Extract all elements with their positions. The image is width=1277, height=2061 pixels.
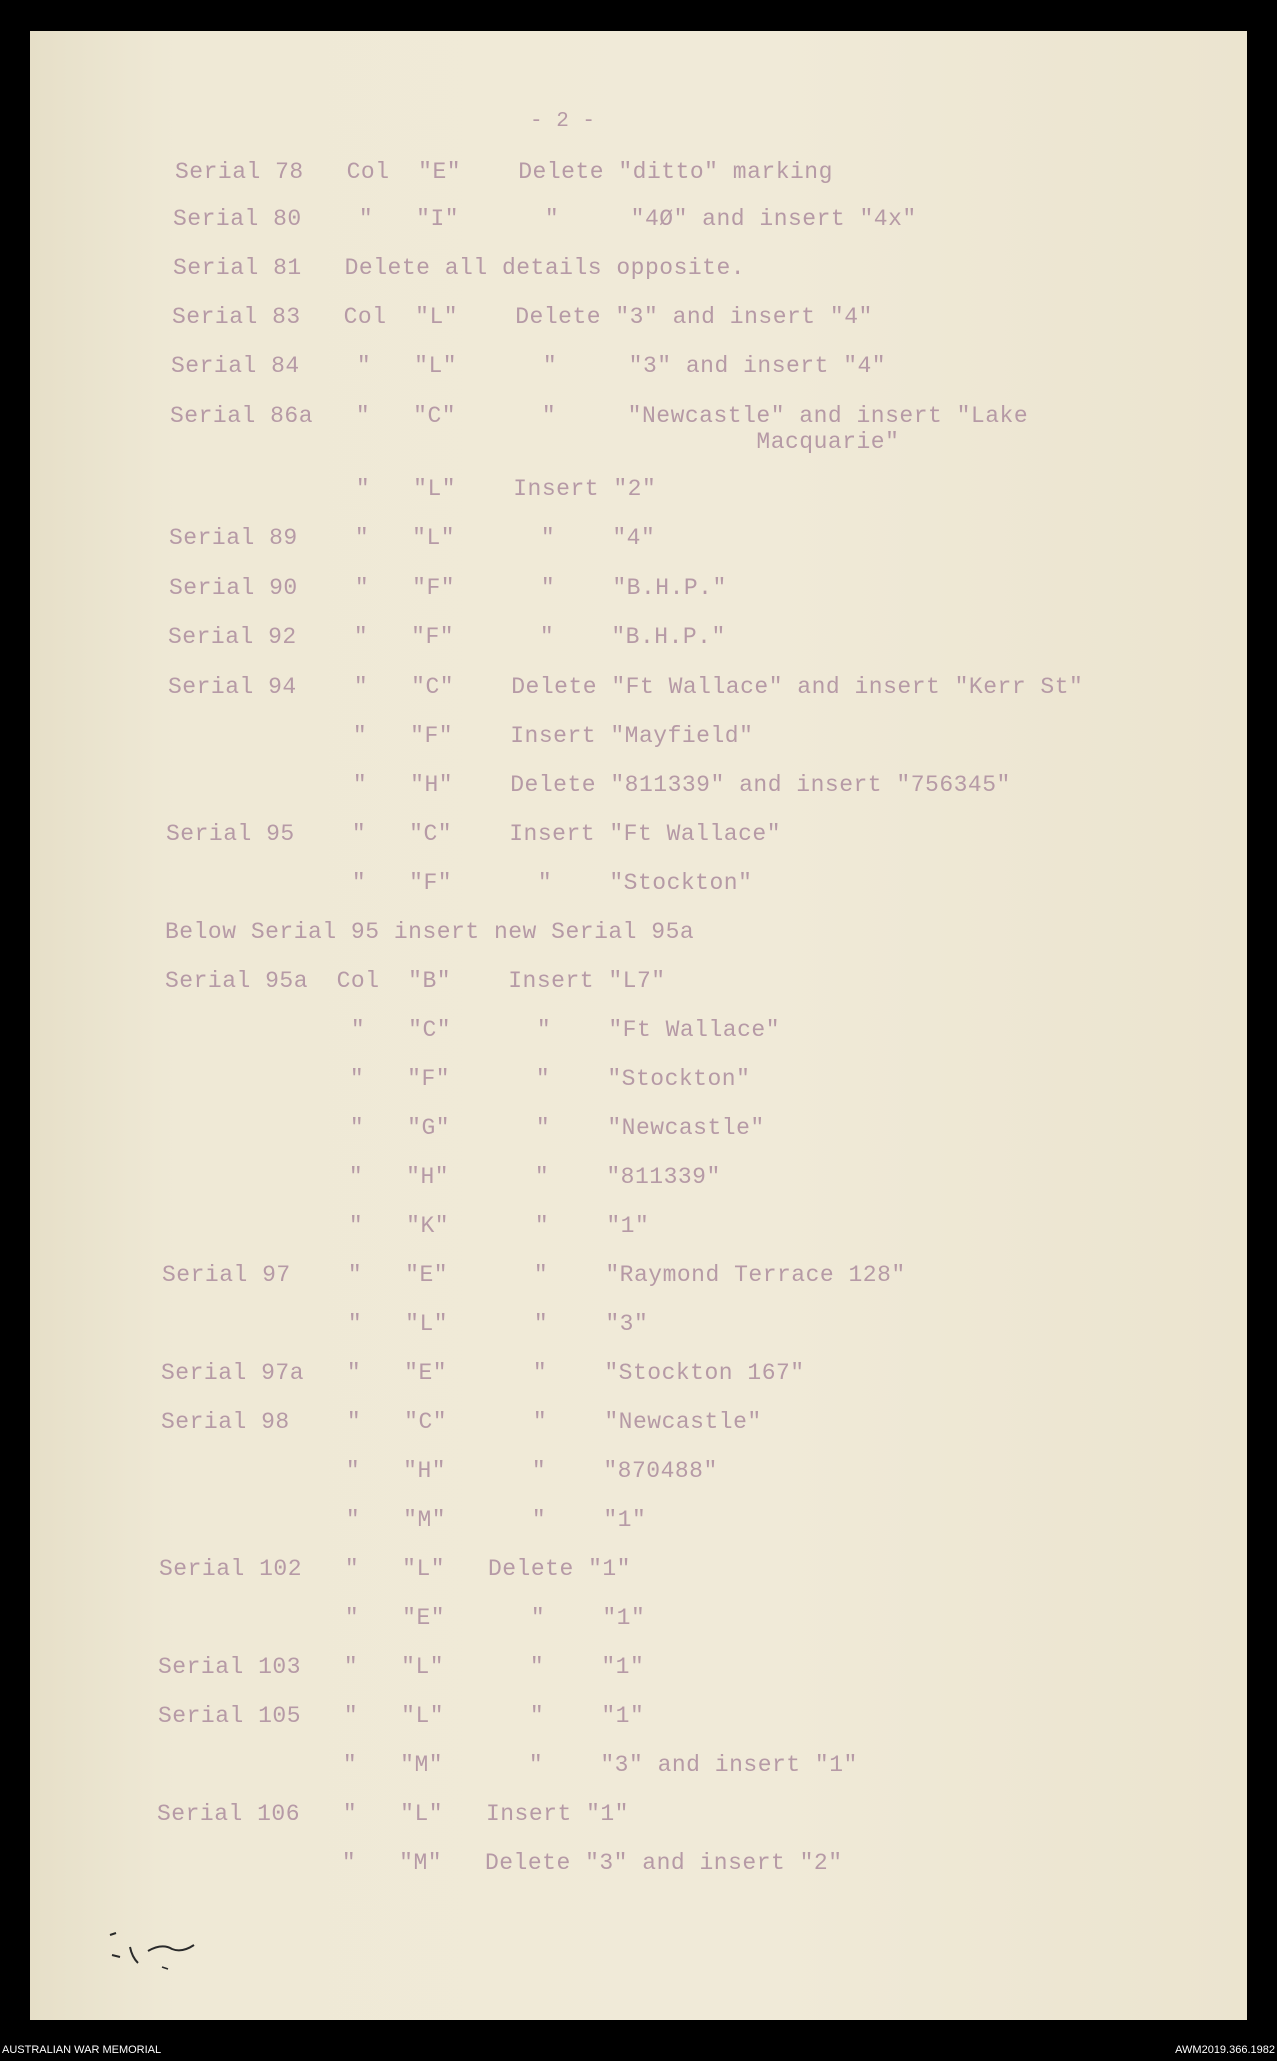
handwritten-mark xyxy=(102,1923,242,1983)
entry-line-6: Serial 86a " "C" " "Newcastle" and insert "Lake xyxy=(170,403,1029,429)
entry-line-2: Serial 80 " "I" " "4Ø" and insert "4x" xyxy=(173,206,917,232)
entry-line-9: Serial 89 " "L" " "4" xyxy=(169,525,656,551)
entry-line-29: " "M" " "1" xyxy=(160,1507,647,1533)
entry-line-17: Below Serial 95 insert new Serial 95a xyxy=(165,919,695,945)
entry-line-1: Serial 78 Col "E" Delete "ditto" marking xyxy=(175,159,833,185)
entry-line-15: Serial 95 " "C" Insert "Ft Wallace" xyxy=(166,821,781,847)
entry-line-22: " "H" " "811339" xyxy=(163,1164,721,1190)
entry-line-4: Serial 83 Col "L" Delete "3" and insert "4" xyxy=(172,304,873,330)
entry-line-3: Serial 81 Delete all details opposite. xyxy=(173,255,746,281)
entry-line-21: " "G" " "Newcastle" xyxy=(164,1115,765,1141)
entry-line-36: " "M" Delete "3" and insert "2" xyxy=(156,1850,843,1876)
entry-line-28: " "H" " "870488" xyxy=(160,1458,718,1484)
entry-line-11: Serial 92 " "F" " "B.H.P." xyxy=(168,624,726,650)
entry-line-8: " "L" Insert "2" xyxy=(170,476,657,502)
entry-line-16: " "F" " "Stockton" xyxy=(166,870,753,896)
entry-line-34: " "M" " "3" and insert "1" xyxy=(157,1752,858,1778)
footer-bar xyxy=(0,2040,1277,2061)
entry-line-10: Serial 90 " "F" " "B.H.P." xyxy=(169,575,727,601)
entry-line-18: Serial 95a Col "B" Insert "L7" xyxy=(165,968,666,994)
entry-line-32: Serial 103 " "L" " "1" xyxy=(158,1654,645,1680)
document-page xyxy=(30,31,1247,2020)
entry-line-25: " "L" " "3" xyxy=(162,1311,649,1337)
footer-institution: AUSTRALIAN WAR MEMORIAL xyxy=(2,2044,162,2056)
entry-line-19: " "C" " "Ft Wallace" xyxy=(165,1017,780,1043)
entry-line-33: Serial 105 " "L" " "1" xyxy=(158,1703,645,1729)
page-number: - 2 - xyxy=(530,110,596,133)
entry-line-7: Macquarie" xyxy=(170,429,900,455)
entry-line-14: " "H" Delete "811339" and insert "756345" xyxy=(167,772,1011,798)
entry-line-24: Serial 97 " "E" " "Raymond Terrace 128" xyxy=(162,1262,906,1288)
entry-line-23: " "K" " "1" xyxy=(163,1213,650,1239)
entry-line-31: " "E" " "1" xyxy=(159,1605,646,1631)
entry-line-27: Serial 98 " "C" " "Newcastle" xyxy=(161,1409,762,1435)
entry-line-30: Serial 102 " "L" Delete "1" xyxy=(159,1556,631,1582)
entry-line-26: Serial 97a " "E" " "Stockton 167" xyxy=(161,1360,805,1386)
entry-line-13: " "F" Insert "Mayfield" xyxy=(167,723,754,749)
entry-line-35: Serial 106 " "L" Insert "1" xyxy=(157,1801,629,1827)
footer-accession-number: AWM2019.366.1982 xyxy=(1175,2044,1275,2056)
entry-line-5: Serial 84 " "L" " "3" and insert "4" xyxy=(171,353,887,379)
entry-line-20: " "F" " "Stockton" xyxy=(164,1066,751,1092)
entry-line-12: Serial 94 " "C" Delete "Ft Wallace" and insert "Kerr St" xyxy=(168,674,1084,700)
